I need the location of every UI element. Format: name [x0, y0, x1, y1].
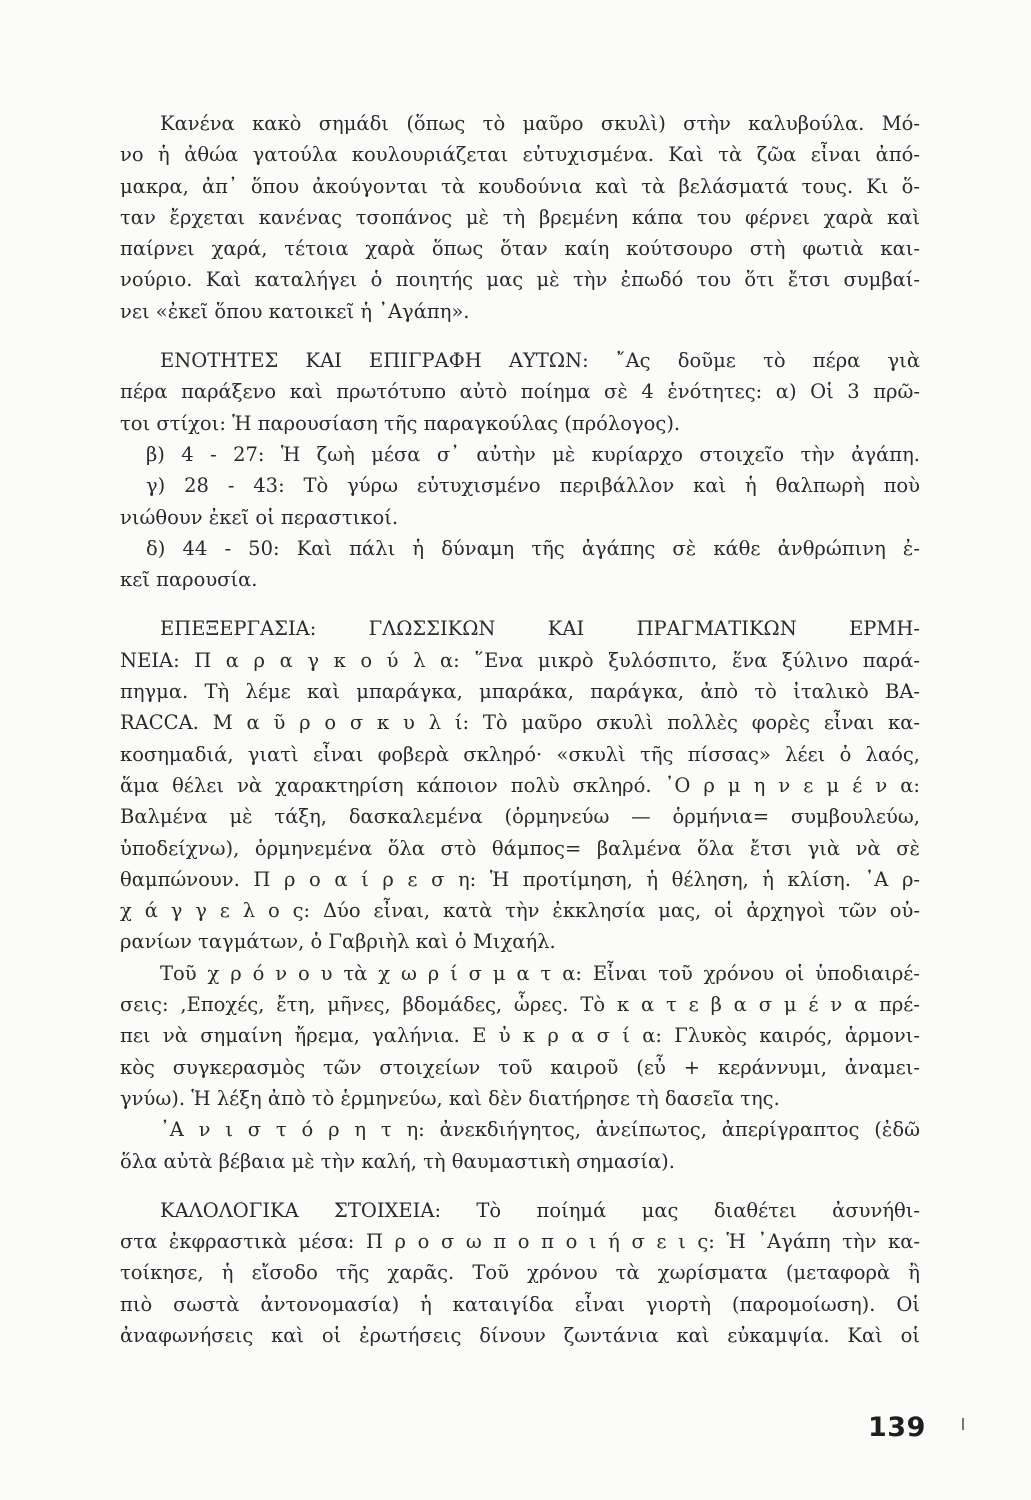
text-line: μακρα, ἀπ᾿ ὅπου ἀκούγονται τὰ κουδούνια καὶ τὰ βελάσματά τους. Κι ὅ-: [120, 174, 920, 198]
paragraph-1: [120, 108, 920, 327]
text-line: ὅλα αὐτὰ βέβαια μὲ τὴν καλή, τὴ θαυμαστικὴ σημασία).: [120, 1149, 675, 1173]
text-line: κεῖ παρουσία.: [120, 568, 258, 592]
section-heading-line: ΕΠΕΞΕΡΓΑΣΙΑ: ΓΛΩΣΣΙΚΩΝ ΚΑΙ ΠΡΑΓΜΑΤΙΚΩΝ ΕΡΜΗ-: [160, 617, 920, 641]
text-line: ᾿Α ν ι σ τ ό ρ η τ η: ἀνεκδιήγητος, ἀνείπωτος, ἀπερίγραπτος (ἐδῶ: [160, 1118, 920, 1142]
text-line: παίρνει χαρά, τέτοια χαρὰ ὅπως ὅταν καίη κούτσουρο στὴ φωτιὰ και-: [120, 237, 920, 261]
text-line: θαμπώνουν. Π ρ ο α ί ρ ε σ η: Ἡ προτίμηση, ἡ θέληση, ἡ κλίση. ᾿Α ρ-: [120, 867, 920, 891]
margin-mark: [962, 1418, 964, 1430]
body-text: [120, 108, 920, 1351]
paragraph-2: [120, 345, 920, 595]
text-line: ὑποδείχνω), ὁρμηνεμένα ὅλα στὸ θάμπος= βαλμένα ὅλα ἔτσι γιὰ νὰ σὲ: [120, 836, 920, 860]
text-line: RACCA. Μ α ῦ ρ ο σ κ υ λ ί: Τὸ μαῦρο σκυλὶ πολλὲς φορὲς εἶναι κα-: [120, 711, 920, 735]
text-line: ΝΕΙΑ: Π α ρ α γ κ ο ύ λ α: ῞Ενα μικρὸ ξυλόσπιτο, ἕνα ξύλινο παρά-: [120, 648, 920, 672]
text-line: στα ἐκφραστικὰ μέσα: Π ρ ο σ ω π ο π ο ι ή σ ε ι ς: Ἡ ᾿Αγάπη τὴν κα-: [120, 1230, 920, 1254]
paragraph-gap: [120, 595, 920, 613]
text-line: νο ἡ ἀθώα γατούλα κουλουριάζεται εὐτυχισμένα. Καὶ τὰ ζῶα εἶναι ἀπό-: [120, 143, 920, 167]
text-line: Κανένα κακὸ σημάδι (ὅπως τὸ μαῦρο σκυλὶ) στὴν καλυβούλα. Μό-: [160, 112, 920, 135]
paragraph-3: [120, 613, 920, 1176]
text-line: τοι στίχοι: Ἡ παρουσίαση τῆς παραγκούλας (πρόλογος).: [120, 411, 681, 435]
text-line: νούριο. Καὶ καταλήγει ὁ ποιητής μας μὲ τὴν ἐπωδό του ὅτι ἔτσι συμβαί-: [120, 268, 920, 292]
text-line: χ ά γ γ ε λ ο ς: Δύο εἶναι, κατὰ τὴν ἐκκλησία μας, οἱ ἀρχηγοὶ τῶν οὐ-: [120, 899, 920, 923]
text-line: γ) 28 - 43: Τὸ γύρω εὐτυχισμένο περιβάλλον καὶ ἡ θαλπωρὴ ποὺ: [146, 474, 920, 498]
text-line: δ) 44 - 50: Καὶ πάλι ἡ δύναμη τῆς ἀγάπης σὲ κάθε ἀνθρώπινη ἐ-: [146, 536, 920, 560]
text-line: νει «ἐκεῖ ὅπου κατοικεῖ ἡ ᾿Αγάπη».: [120, 299, 470, 323]
text-line: νιώθουν ἐκεῖ οἱ περαστικοί.: [120, 505, 399, 529]
paragraph-gap: [120, 1177, 920, 1195]
text-line: Τοῦ χ ρ ό ν ο υ τὰ χ ω ρ ί σ μ α τ α: Εἶναι τοῦ χρόνου οἱ ὑποδιαιρέ-: [160, 961, 920, 985]
text-line: σεις: ,Εποχές, ἔτη, μῆνες, βδομάδες, ὧρες. Τὸ κ α τ ε β α σ μ έ ν α πρέ-: [120, 993, 920, 1017]
text-line: γνύω). Ἡ λέξη ἀπὸ τὸ ἑρμηνεύω, καὶ δὲν διατήρησε τὴ δασεῖα της.: [120, 1086, 780, 1110]
section-heading-line: ΕΝΟΤΗΤΕΣ ΚΑΙ ΕΠΙΓΡΑΦΗ ΑΥΤΩΝ: ῎Ας δοῦμε τὸ πέρα γιὰ: [160, 349, 920, 373]
text-line: β) 4 - 27: Ἡ ζωὴ μέσα σ᾿ αὐτὴν μὲ κυρίαρχο στοιχεῖο τὴν ἀγάπη.: [146, 442, 920, 466]
text-line: πέρα παράξενο καὶ πρωτότυπο αὐτὸ ποίημα σὲ 4 ἑνότητες: α) Οἱ 3 πρῶ-: [120, 380, 920, 404]
section-heading-line: ΚΑΛΟΛΟΓΙΚΑ ΣΤΟΙΧΕΙΑ: Τὸ ποίημά μας διαθέτει ἀσυνήθι-: [160, 1198, 920, 1222]
text-line: κοσημαδιά, γιατὶ εἶναι φοβερὰ σκληρό· «σκυλὶ τῆς πίσσας» λέει ὁ λαός,: [120, 742, 920, 766]
text-line: ἀναφωνήσεις καὶ οἱ ἐρωτήσεις δίνουν ζωντάνια καὶ εὐκαμψία. Καὶ οἱ: [120, 1323, 920, 1347]
text-line: ρανίων ταγμάτων, ὁ Γαβριὴλ καὶ ὁ Μιχαήλ.: [120, 930, 556, 954]
text-line: ταν ἔρχεται κανένας τσοπάνος μὲ τὴ βρεμένη κάπα του φέρνει χαρὰ καὶ: [120, 205, 920, 229]
paragraph-4: [120, 1195, 920, 1351]
page-number: 139: [868, 1412, 926, 1443]
text-line: τοίκησε, ἡ εἴσοδο τῆς χαρᾶς. Τοῦ χρόνου τὰ χωρίσματα (μεταφορὰ ἢ: [120, 1261, 920, 1285]
text-line: πηγμα. Τὴ λέμε καὶ μπαράγκα, μπαράκα, παράγκα, ἀπὸ τὸ ἰταλικὸ ΒΑ-: [120, 680, 920, 704]
text-line: Βαλμένα μὲ τάξη, δασκαλεμένα (ὁρμηνεύω — ὁρμήνια= συμβουλεύω,: [120, 805, 920, 829]
text-line: πιὸ σωστὰ ἀντονομασία) ἡ καταιγίδα εἶναι γιορτὴ (παρομοίωση). Οἱ: [120, 1292, 920, 1316]
text-line: πει νὰ σημαίνη ἤρεμα, γαλήνια. Ε ὐ κ ρ α σ ί α: Γλυκὸς καιρός, ἁρμονι-: [120, 1024, 920, 1048]
text-line: ἅμα θέλει νὰ χαρακτηρίση κάποιον πολὺ σκληρό. ᾿Ο ρ μ η ν ε μ έ ν α:: [120, 773, 920, 797]
paragraph-gap: [120, 327, 920, 345]
text-line: κὸς συγκερασμὸς τῶν στοιχείων τοῦ καιροῦ (εὖ + κεράννυμι, ἀναμει-: [120, 1055, 920, 1079]
